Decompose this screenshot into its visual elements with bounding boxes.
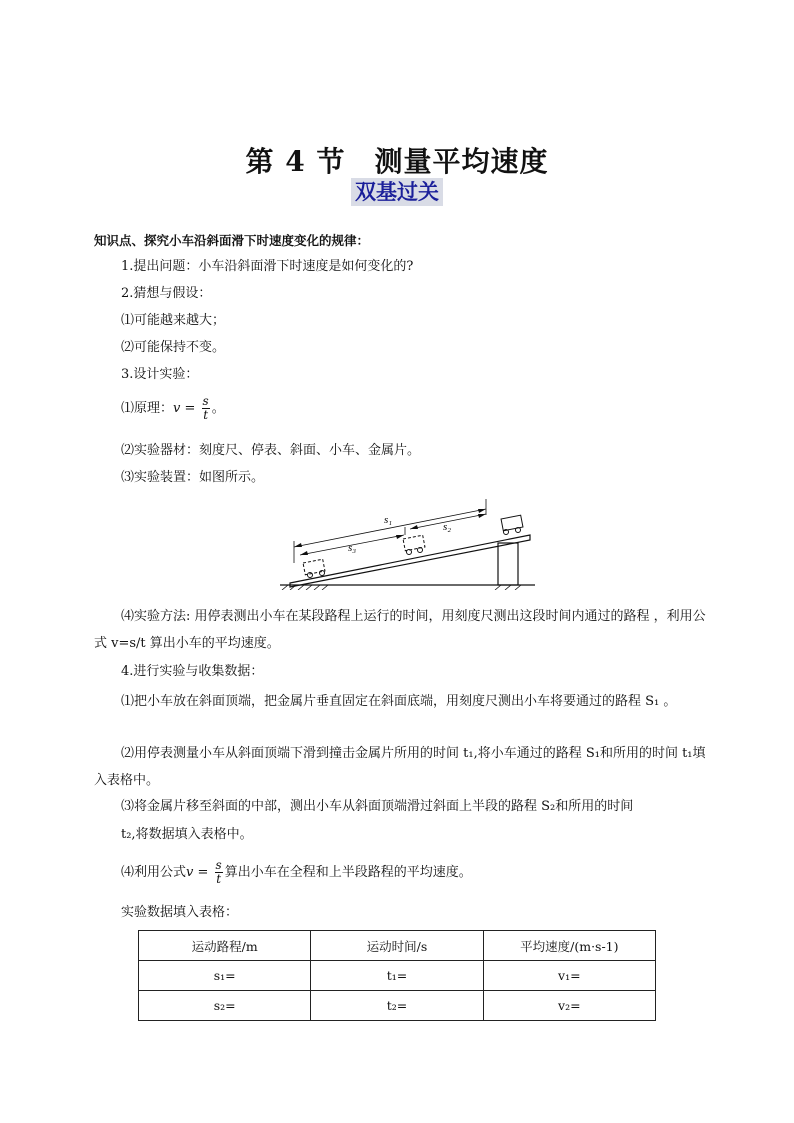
experiment-step-3b: t₂,将数据填入表格中。 — [121, 827, 253, 842]
table-row — [139, 991, 656, 1021]
formula2-denominator: t — [216, 872, 222, 886]
table-intro: 实验数据填入表格： — [121, 905, 239, 920]
section-subtitle — [0, 178, 794, 206]
formula-end: 。 — [211, 401, 225, 416]
step-hypothesis: 2.猜想与假设： — [121, 286, 212, 301]
table-header-row — [139, 931, 656, 961]
step-question: 1.提出问题：小车沿斜面滑下时速度是如何变化的? — [121, 259, 414, 274]
experiment-step-3a: ⑶将金属片移至斜面的中部，测出小车从斜面顶端滑过斜面上半段的路程 S₂和所用的时间 — [121, 799, 634, 814]
method-text: ⑷实验方法: 用停表测出小车在某段路程上运行的时间，用刻度尺测出这段时间内通过的路程 ，利用公式 v=s/t 算出小车的平均速度。 — [94, 609, 706, 651]
method-paragraph — [94, 603, 714, 657]
table-header: 运动路程/m — [139, 931, 311, 961]
formula-numerator: s — [202, 394, 209, 408]
formula-eq: = — [180, 401, 200, 416]
step-4-suffix: 算出小车在全程和上半段路程的平均速度。 — [224, 865, 472, 880]
experiment-step-4 — [121, 858, 472, 888]
step-design: 3.设计实验： — [121, 367, 199, 382]
table-cell[interactable]: s₂= — [139, 991, 311, 1021]
hypothesis-1: ⑴可能越来越大； — [121, 313, 226, 328]
knowledge-heading: 知识点、探究小车沿斜面滑下时速度变化的规律： — [94, 233, 370, 248]
table-header: 运动时间/s — [311, 931, 483, 961]
principle-label: ⑴原理： — [121, 401, 174, 416]
step-4-prefix: ⑷利用公式 — [121, 865, 187, 880]
formula2-fraction — [215, 859, 223, 886]
formula-fraction — [202, 395, 210, 422]
label-s1: s₁ — [384, 514, 393, 526]
formula2-eq: = — [193, 865, 213, 880]
experiment-step-1-text: ⑴把小车放在斜面顶端，把金属片垂直固定在斜面底端，用刻度尺测出小车将要通过的路程 S₁ 。 — [121, 694, 677, 709]
table-header: 平均速度/(m·s-1) — [483, 931, 655, 961]
formula-denominator: t — [203, 408, 209, 422]
experiment-step-2-text: ⑵用停表测量小车从斜面顶端下滑到撞击金属片所用的时间 t₁,将小车通过的路程 S₁和所用的时间 t₁填入表格中。 — [94, 746, 706, 788]
apparatus-line: ⑶实验装置：如图所示。 — [121, 470, 265, 485]
incline-diagram — [280, 495, 540, 590]
formula-v: v — [173, 401, 181, 416]
formula2-numerator: s — [215, 858, 222, 872]
principle-line — [121, 394, 225, 424]
subtitle-label: 双基过关 — [351, 178, 443, 206]
label-s3: s₃ — [348, 542, 357, 554]
experiment-step-2 — [94, 740, 714, 794]
table-row — [139, 961, 656, 991]
label-s2: s₂ — [443, 521, 452, 533]
table-cell[interactable]: t₂= — [311, 991, 483, 1021]
table-cell[interactable]: t₁= — [311, 961, 483, 991]
hypothesis-2: ⑵可能保持不变。 — [121, 340, 226, 355]
step-experiment: 4.进行实验与收集数据： — [121, 664, 264, 679]
page-title: 第 4 节 测量平均速度 — [245, 145, 549, 178]
table-cell[interactable]: v₁= — [483, 961, 655, 991]
formula2-v: v — [186, 865, 194, 880]
data-table — [138, 930, 656, 1021]
table-cell[interactable]: s₁= — [139, 961, 311, 991]
table-cell[interactable]: v₂= — [483, 991, 655, 1021]
experiment-step-1 — [94, 688, 714, 715]
equipment-line: ⑵实验器材：刻度尺、停表、斜面、小车、金属片。 — [121, 443, 421, 458]
